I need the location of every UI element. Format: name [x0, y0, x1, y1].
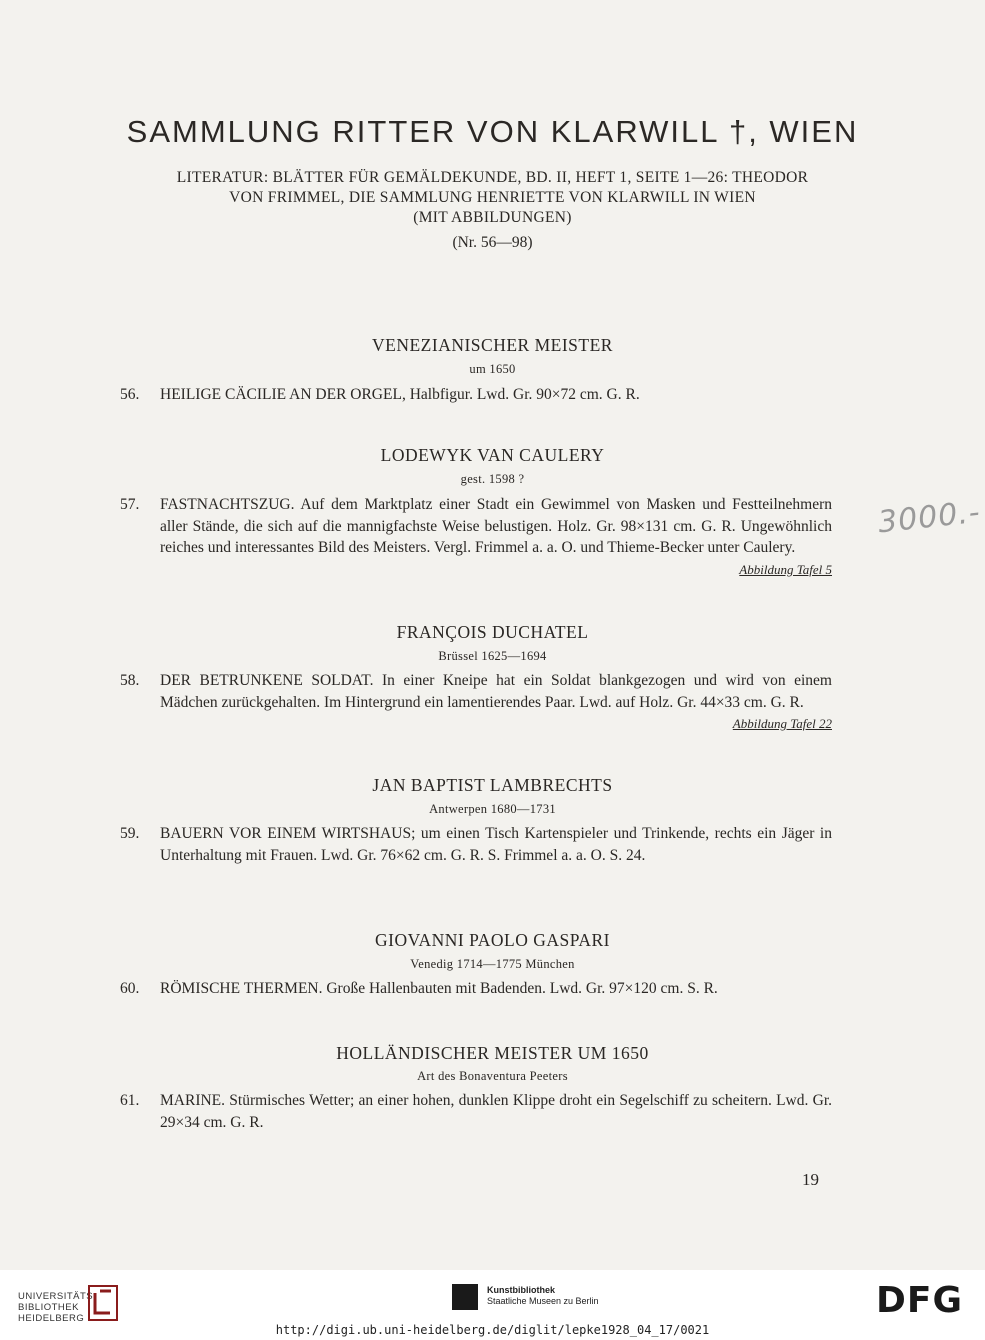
artist-dates: Venedig 1714—1775 München	[410, 957, 575, 971]
entry-number: 59.	[120, 825, 140, 842]
artist-name: LODEWYK VAN CAULERY	[380, 445, 605, 465]
entry-number: 57.	[120, 496, 140, 513]
artist-name: JAN BAPTIST LAMBRECHTS	[372, 775, 613, 795]
catalog-entry	[120, 494, 832, 580]
artist-name: FRANÇOIS DUCHATEL	[396, 622, 589, 642]
catalog-entry	[120, 384, 832, 406]
university-line: HEIDELBERG	[18, 1313, 85, 1324]
university-logo-icon[interactable]	[88, 1285, 118, 1321]
kunstbibliothek-logo-icon[interactable]	[452, 1284, 478, 1310]
entry-number: 60.	[120, 980, 140, 997]
entry-text: BAUERN VOR EINEM WIRTSHAUS; um einen Tisch Kartenspieler und Trinkende, rechts ein Jäger in Unterhaltung mit Frauen. Lwd. Gr. 76×62 cm. G. R. S. Frimmel a. a. O. S. 24.	[160, 825, 832, 864]
literature-line: LITERATUR: BLÄTTER FÜR GEMÄLDEKUNDE, BD. II, HEFT 1, SEITE 1—26: THEODOR	[176, 169, 809, 186]
page-number: 19	[802, 1170, 819, 1189]
library-subtitle: Staatliche Museen zu Berlin	[487, 1296, 599, 1306]
university-line: UNIVERSITÄTS-	[18, 1291, 97, 1302]
catalog-entry	[120, 670, 832, 735]
collection-title: SAMMLUNG RITTER VON KLARWILL †, WIEN	[126, 114, 859, 149]
artist-dates: gest. 1598 ?	[460, 472, 525, 486]
catalog-entry	[120, 978, 832, 1000]
handwritten-price-note: 3000.-	[876, 494, 983, 541]
university-line: BIBLIOTHEK	[18, 1302, 79, 1313]
artist-name: HOLLÄNDISCHER MEISTER UM 1650	[336, 1043, 649, 1063]
entry-text: FASTNACHTSZUG. Auf dem Marktplatz einer Stadt ein Gewimmel von Masken und Festteilnehmern aller Stände, die sich auf die mannigfachste Weise belustigen. Holz. Gr. 98×131 cm. G. R. Ungewöhnlich reiches und interessantes Bild des Meisters. Vergl. Frimmel a. a. O. und Thieme-Becker unter Caulery.	[160, 496, 832, 556]
page-url[interactable]: http://digi.ub.uni-heidelberg.de/diglit/lepke1928_04_17/0021	[275, 1323, 710, 1337]
literature-line: (MIT ABBILDUNGEN)	[413, 209, 572, 226]
library-name: Kunstbibliothek	[487, 1285, 555, 1295]
catalog-entry	[120, 823, 832, 866]
plate-reference: Abbildung Tafel 5	[739, 561, 832, 577]
artist-dates: Art des Bonaventura Peeters	[417, 1069, 568, 1083]
artist-dates: um 1650	[469, 362, 516, 376]
literature-reference	[100, 168, 885, 228]
entry-text: RÖMISCHE THERMEN. Große Hallenbauten mit Badenden. Lwd. Gr. 97×120 cm. S. R.	[160, 980, 718, 997]
artist-name: VENEZIANISCHER MEISTER	[372, 335, 613, 355]
dfg-logo[interactable]: DFG	[876, 1280, 964, 1321]
kunstbibliothek-label[interactable]	[487, 1285, 599, 1307]
entry-text: MARINE. Stürmisches Wetter; an einer hohen, dunklen Klippe droht ein Segelschiff zu scheitern. Lwd. Gr. 29×34 cm. G. R.	[160, 1092, 832, 1131]
artist-dates: Brüssel 1625—1694	[438, 649, 547, 663]
artist-name: GIOVANNI PAOLO GASPARI	[375, 930, 610, 950]
entry-text: HEILIGE CÄCILIE AN DER ORGEL, Halbfigur. Lwd. Gr. 90×72 cm. G. R.	[160, 386, 640, 403]
entry-text: DER BETRUNKENE SOLDAT. In einer Kneipe hat ein Soldat blankgezogen und wird von einem Mädchen zurückgehalten. Im Hintergrund ein lamentierendes Paar. Lwd. auf Holz. Gr. 44×33 cm. G. R.	[160, 672, 832, 711]
entry-number: 56.	[120, 386, 140, 403]
literature-line: VON FRIMMEL, DIE SAMMLUNG HENRIETTE VON KLARWILL IN WIEN	[229, 189, 756, 206]
artist-dates: Antwerpen 1680—1731	[429, 802, 556, 816]
plate-reference: Abbildung Tafel 22	[732, 716, 832, 731]
catalog-entry	[120, 1090, 832, 1133]
entry-number: 61.	[120, 1092, 140, 1109]
entry-number: 58.	[120, 672, 140, 689]
university-library-label[interactable]	[18, 1291, 97, 1324]
number-range: (Nr. 56—98)	[452, 234, 533, 251]
